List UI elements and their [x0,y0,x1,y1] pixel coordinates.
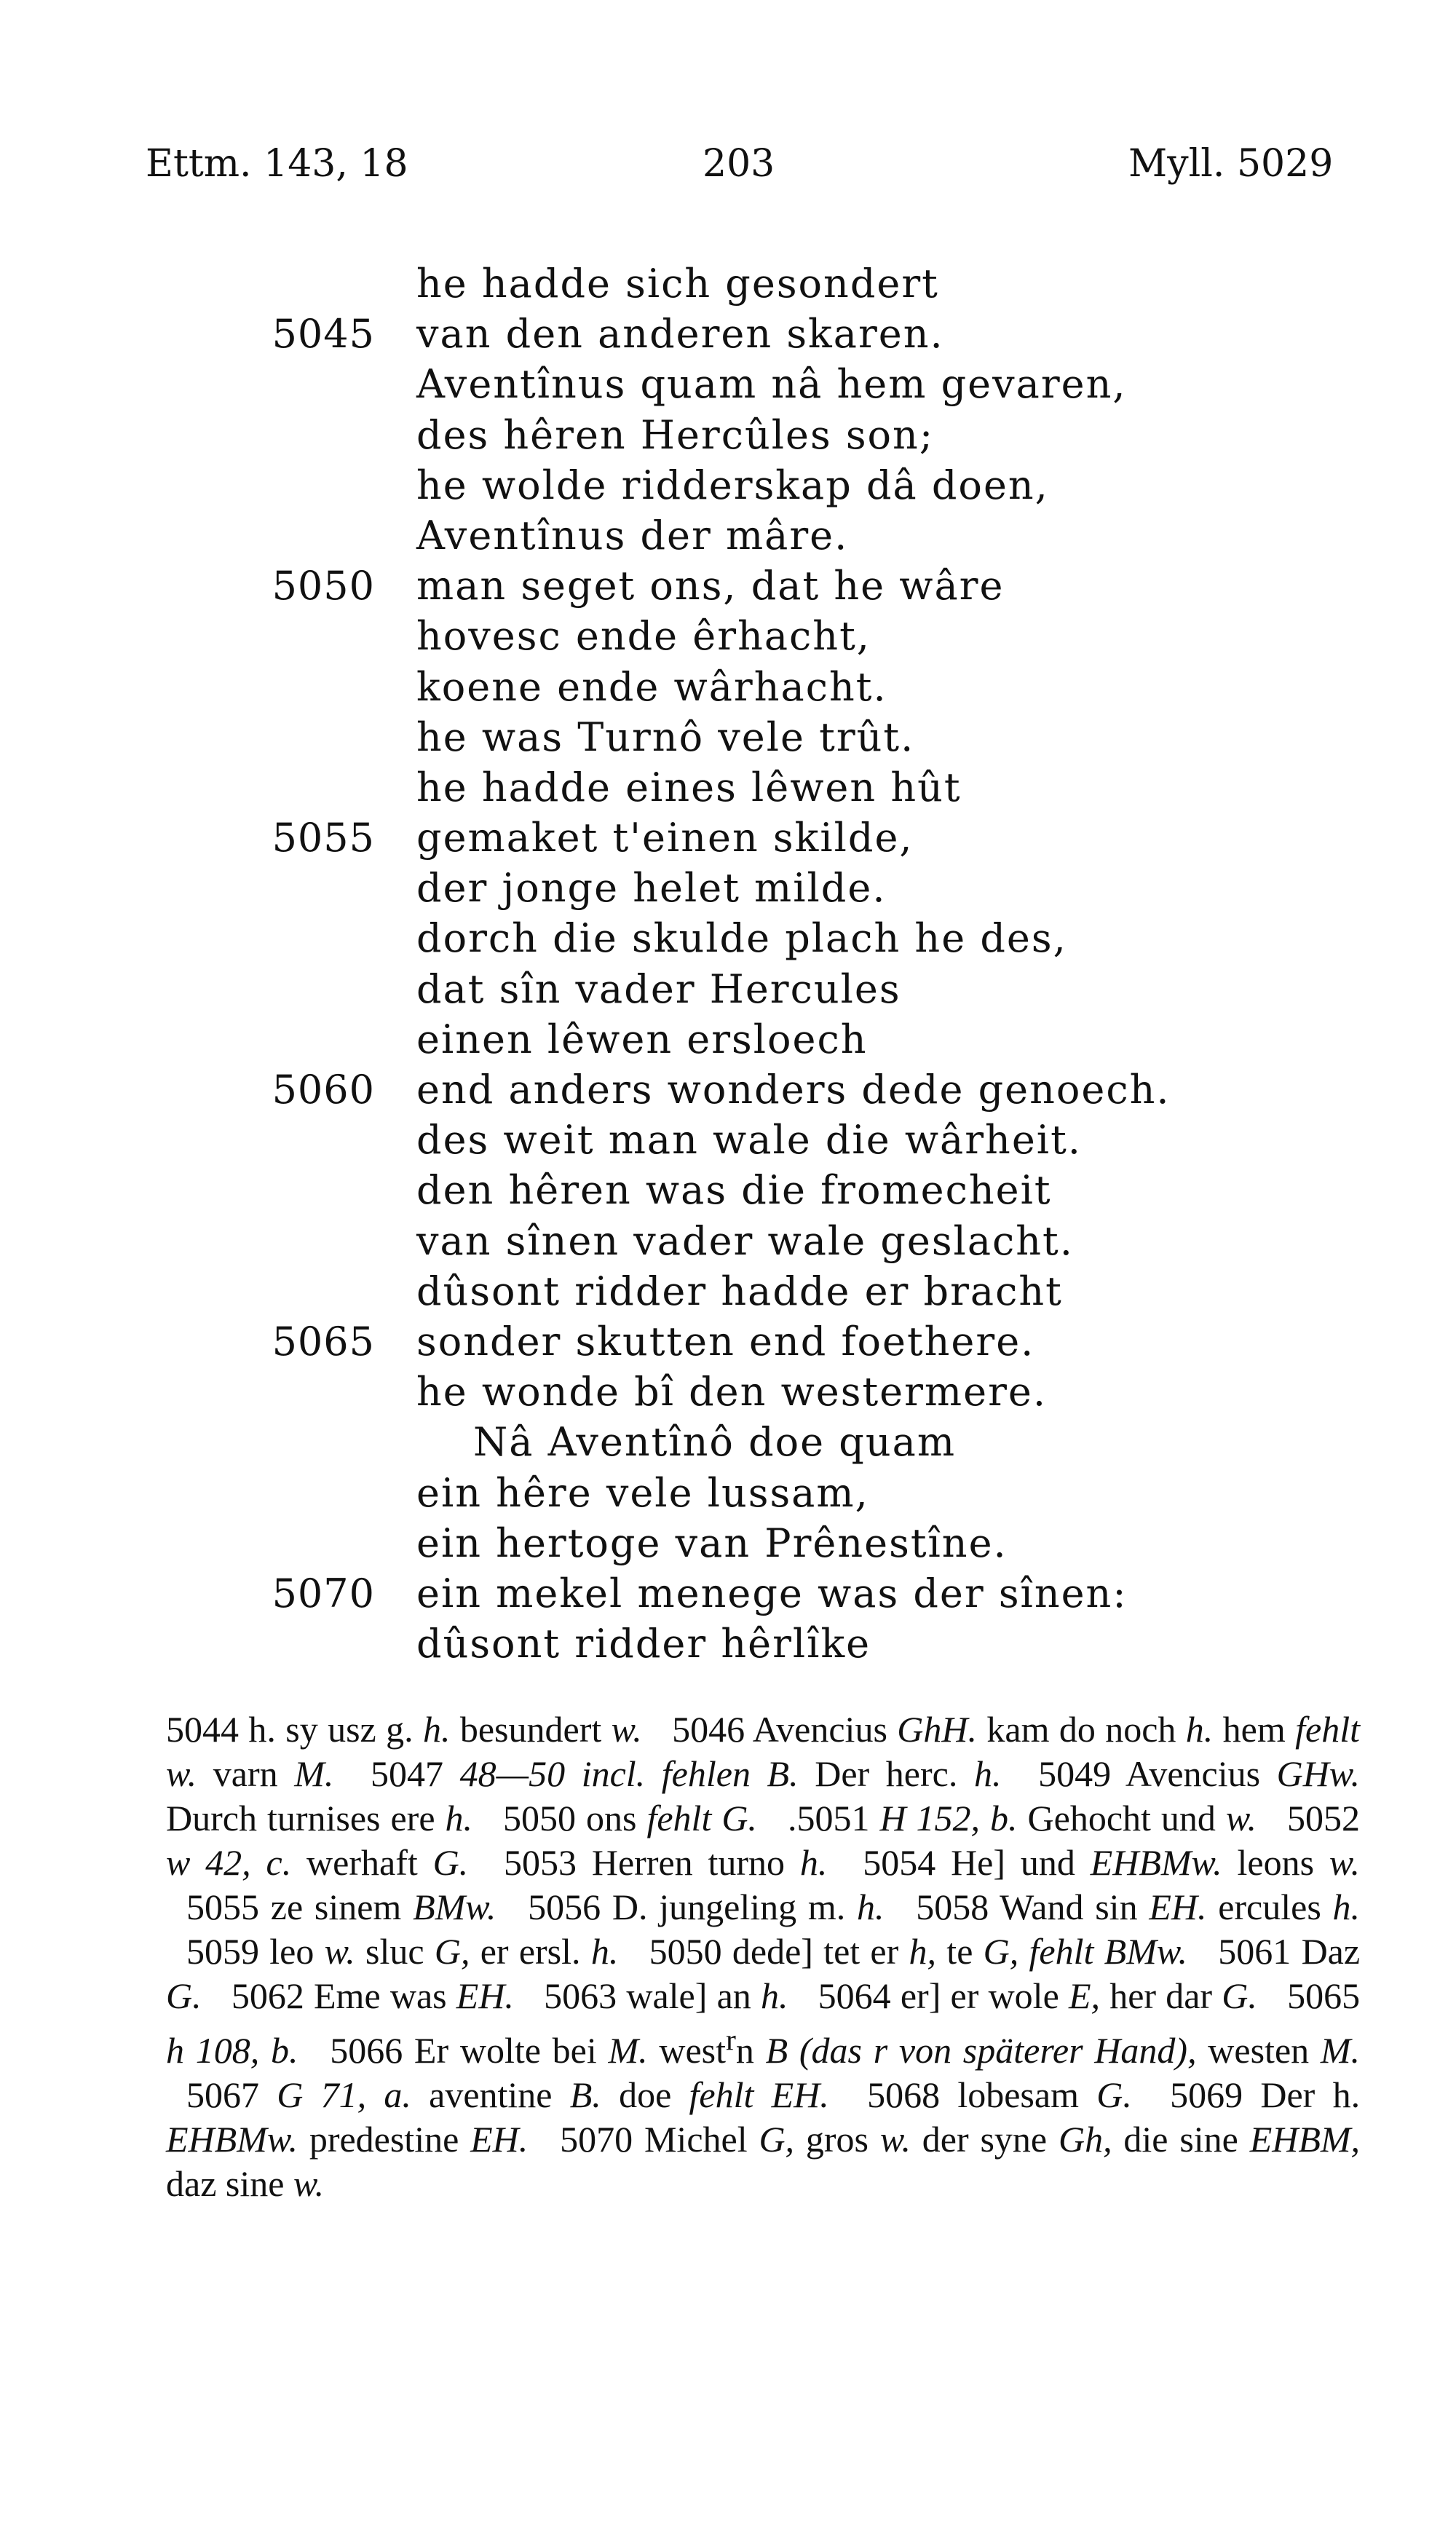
verse-text: ein hertoge van Prênestîne. [416,1520,1008,1566]
apparatus-line-number: 5047 [371,1753,443,1794]
apparatus-note [483,1798,757,1838]
verse-line [0,1468,1456,1518]
apparatus-note [309,2023,1361,2071]
apparatus-line-number: 5054 [863,1842,936,1883]
critical-apparatus [166,1707,1360,2206]
apparatus-line-number: 5069 [1170,2074,1243,2115]
apparatus-note [798,1975,1257,2016]
apparatus-note [211,1975,514,2016]
apparatus-note [523,1975,788,2016]
verse-line [0,1568,1456,1619]
verse-text: Nâ Aventînô doe quam [473,1419,957,1466]
verse-text: he hadde eines lêwen hût [416,764,962,810]
apparatus-reading: Daz G. [166,1931,1361,2016]
apparatus-line-number: 5066 [330,2029,403,2071]
verse-line [0,1064,1456,1115]
verse-text: van den anderen skaren. [416,311,944,358]
apparatus-reading: Wand sin EH. ercules h. [1000,1887,1361,1927]
verse-text: dat sîn vader Hercules [416,965,901,1012]
verse-number: 5065 [272,1318,375,1364]
apparatus-reading: dede] tet er h, te G, fehlt BMw. [732,1931,1187,1972]
verse-text: der jonge helet milde. [416,865,887,912]
verse-text: dûsont ridder hadde er bracht [416,1268,1063,1314]
verse-text: einen lêwen ersloech [416,1016,868,1062]
header-right-reference: Myll. 5029 [1128,142,1334,186]
verse-text: hovesc ende êrhacht, [416,613,871,660]
verse-text: ein mekel menege was der sînen: [416,1570,1128,1616]
verse-line [0,863,1456,913]
verse-text: den hêren was die fromecheit [416,1167,1052,1214]
apparatus-line-number: 5059 [186,1931,259,1972]
verse-text: he hadde sich gesondert [416,261,939,307]
apparatus-reading: H 152, b. Gehocht und w. [879,1798,1257,1838]
apparatus-reading: Herren turno h. [591,1842,828,1883]
apparatus-reading: Der h. EHBMw. predestine EH. [166,2074,1361,2160]
verse-text: he wonde bî den westermere. [416,1369,1048,1415]
verse-number: 5055 [272,815,375,861]
apparatus-line-number: 5049 [1038,1753,1112,1794]
apparatus-line-number: .5051 [787,1798,870,1838]
apparatus-reading: er] er wole E, her dar G. [900,1975,1257,2016]
page-number: 203 [703,142,775,186]
apparatus-reading: Avencius GHw. Durch turnises ere h. [166,1753,1361,1838]
verse-text: ein hêre vele lussam, [416,1469,869,1516]
verse-line [0,964,1456,1014]
apparatus-line-number: 5062 [231,1975,304,2016]
verse-line [0,1518,1456,1568]
apparatus-reading: leo w. sluc G, er ersl. h. [269,1931,619,1972]
apparatus-line-number: 5068 [867,2074,941,2115]
apparatus-reading: h. sy usz g. h. besundert w. [248,1709,642,1750]
apparatus-line-number: 5058 [916,1887,989,1927]
apparatus-note [483,1842,827,1883]
verse-line [0,1014,1456,1064]
page-header [0,142,1456,200]
verse-text: dorch die skulde plach he des, [416,915,1067,962]
verse-number: 5070 [272,1570,375,1616]
apparatus-line-number: 5065 [1287,1975,1361,2016]
verse-text: Aventînus quam nâ hem gevaren, [416,361,1127,408]
verse-text: des weit man wale die wârheit. [416,1117,1082,1164]
verse-number: 5045 [272,311,375,358]
apparatus-line-number: 5046 [672,1709,745,1750]
apparatus-note [166,2074,829,2115]
apparatus-reading: He] und EHBMw. leons w. [951,1842,1361,1883]
verse-text: van sînen vader wale geslacht. [416,1217,1074,1264]
verse-text: he wolde ridderskap dâ doen, [416,462,1049,508]
apparatus-reading: h 108, b. [166,2029,298,2071]
apparatus-line-number: 5070 [560,2118,633,2160]
verse-text: Aventînus der mâre. [416,512,849,558]
apparatus-line-number: 5067 [186,2074,259,2115]
verse-line [0,913,1456,963]
apparatus-line-number: 5055 [186,1887,259,1927]
verse-number: 5050 [272,563,375,609]
verse-line [0,712,1456,762]
apparatus-note [166,1709,642,1750]
apparatus-note [507,1887,884,1927]
verse-text: end anders wonders dede genoech. [416,1067,1171,1113]
apparatus-note [767,1798,1257,1838]
verse-line [0,813,1456,863]
verse-text: koene ende wârhacht. [416,663,887,710]
verse-line [0,1165,1456,1215]
apparatus-line-number: 5056 [528,1887,601,1927]
apparatus-reading: Avencius GhH. kam do noch h. hem fehlt w. varn M. [166,1709,1360,1794]
header-left-reference: Ettm. 143, 18 [146,142,408,186]
verse-text: dûsont ridder hêrlîke [416,1621,871,1667]
apparatus-reading: Eme was EH. [314,1975,514,2016]
apparatus-note [166,1887,496,1927]
apparatus-line-number: 5044 [166,1709,239,1750]
verse-line [0,662,1456,712]
verse-line [0,460,1456,510]
apparatus-line-number: 5050 [503,1798,577,1838]
verse-text: he was Turnô vele trût. [416,714,915,760]
verse-line [0,410,1456,460]
apparatus-reading: Er wolte bei M. west$^r$n B (das r von späterer Hand), westen M. [414,2023,1361,2071]
verse-line [0,1266,1456,1316]
verse-line [0,611,1456,661]
verse-line [0,510,1456,561]
verse-line [0,1316,1456,1367]
verse-block [0,258,1456,1669]
apparatus-reading: lobesam G. [957,2074,1132,2115]
verse-line [0,1619,1456,1669]
verse-line [0,1216,1456,1266]
verse-line [0,1367,1456,1417]
apparatus-note [895,1887,1360,1927]
apparatus-reading: 48—50 incl. fehlen B. Der herc. h. [459,1753,1002,1794]
apparatus-reading: Michel G, gros w. der syne Gh, die sine EHBM, daz sine w. [166,2118,1361,2204]
verse-text: gemaket t'einen skilde, [416,815,914,861]
apparatus-line-number: 5053 [504,1842,577,1883]
verse-text: des hêren Hercûles son; [416,411,935,458]
apparatus-reading: G 71, a. aventine B. doe fehlt EH. [277,2074,829,2115]
apparatus-line-number: 5050 [649,1931,722,1972]
apparatus-reading: ons fehlt G. [586,1798,757,1838]
apparatus-note [842,1842,1360,1883]
verse-line [0,1115,1456,1165]
verse-text: sonder skutten end foethere. [416,1318,1035,1364]
apparatus-reading: w 42, c. werhaft G. [166,1842,469,1883]
apparatus-reading: wale] an h. [626,1975,788,2016]
verse-line [0,762,1456,813]
verse-line [0,258,1456,309]
verse-line [0,561,1456,611]
apparatus-line-number: 5052 [1287,1798,1361,1838]
verse-line [0,309,1456,359]
apparatus-note [629,1931,1187,1972]
verse-text: man seget ons, dat he wâre [416,563,1005,609]
apparatus-note [847,2074,1132,2115]
apparatus-reading: ze sinem BMw. [270,1887,496,1927]
apparatus-line-number: 5063 [544,1975,617,2016]
verse-line [0,1417,1456,1467]
apparatus-note [350,1753,1001,1794]
verse-line [0,359,1456,409]
verse-number: 5060 [272,1067,375,1113]
apparatus-reading: D. jungeling m. h. [612,1887,885,1927]
apparatus-line-number: 5064 [818,1975,891,2016]
apparatus-line-number: 5061 [1218,1931,1291,1972]
apparatus-note [166,1931,618,1972]
